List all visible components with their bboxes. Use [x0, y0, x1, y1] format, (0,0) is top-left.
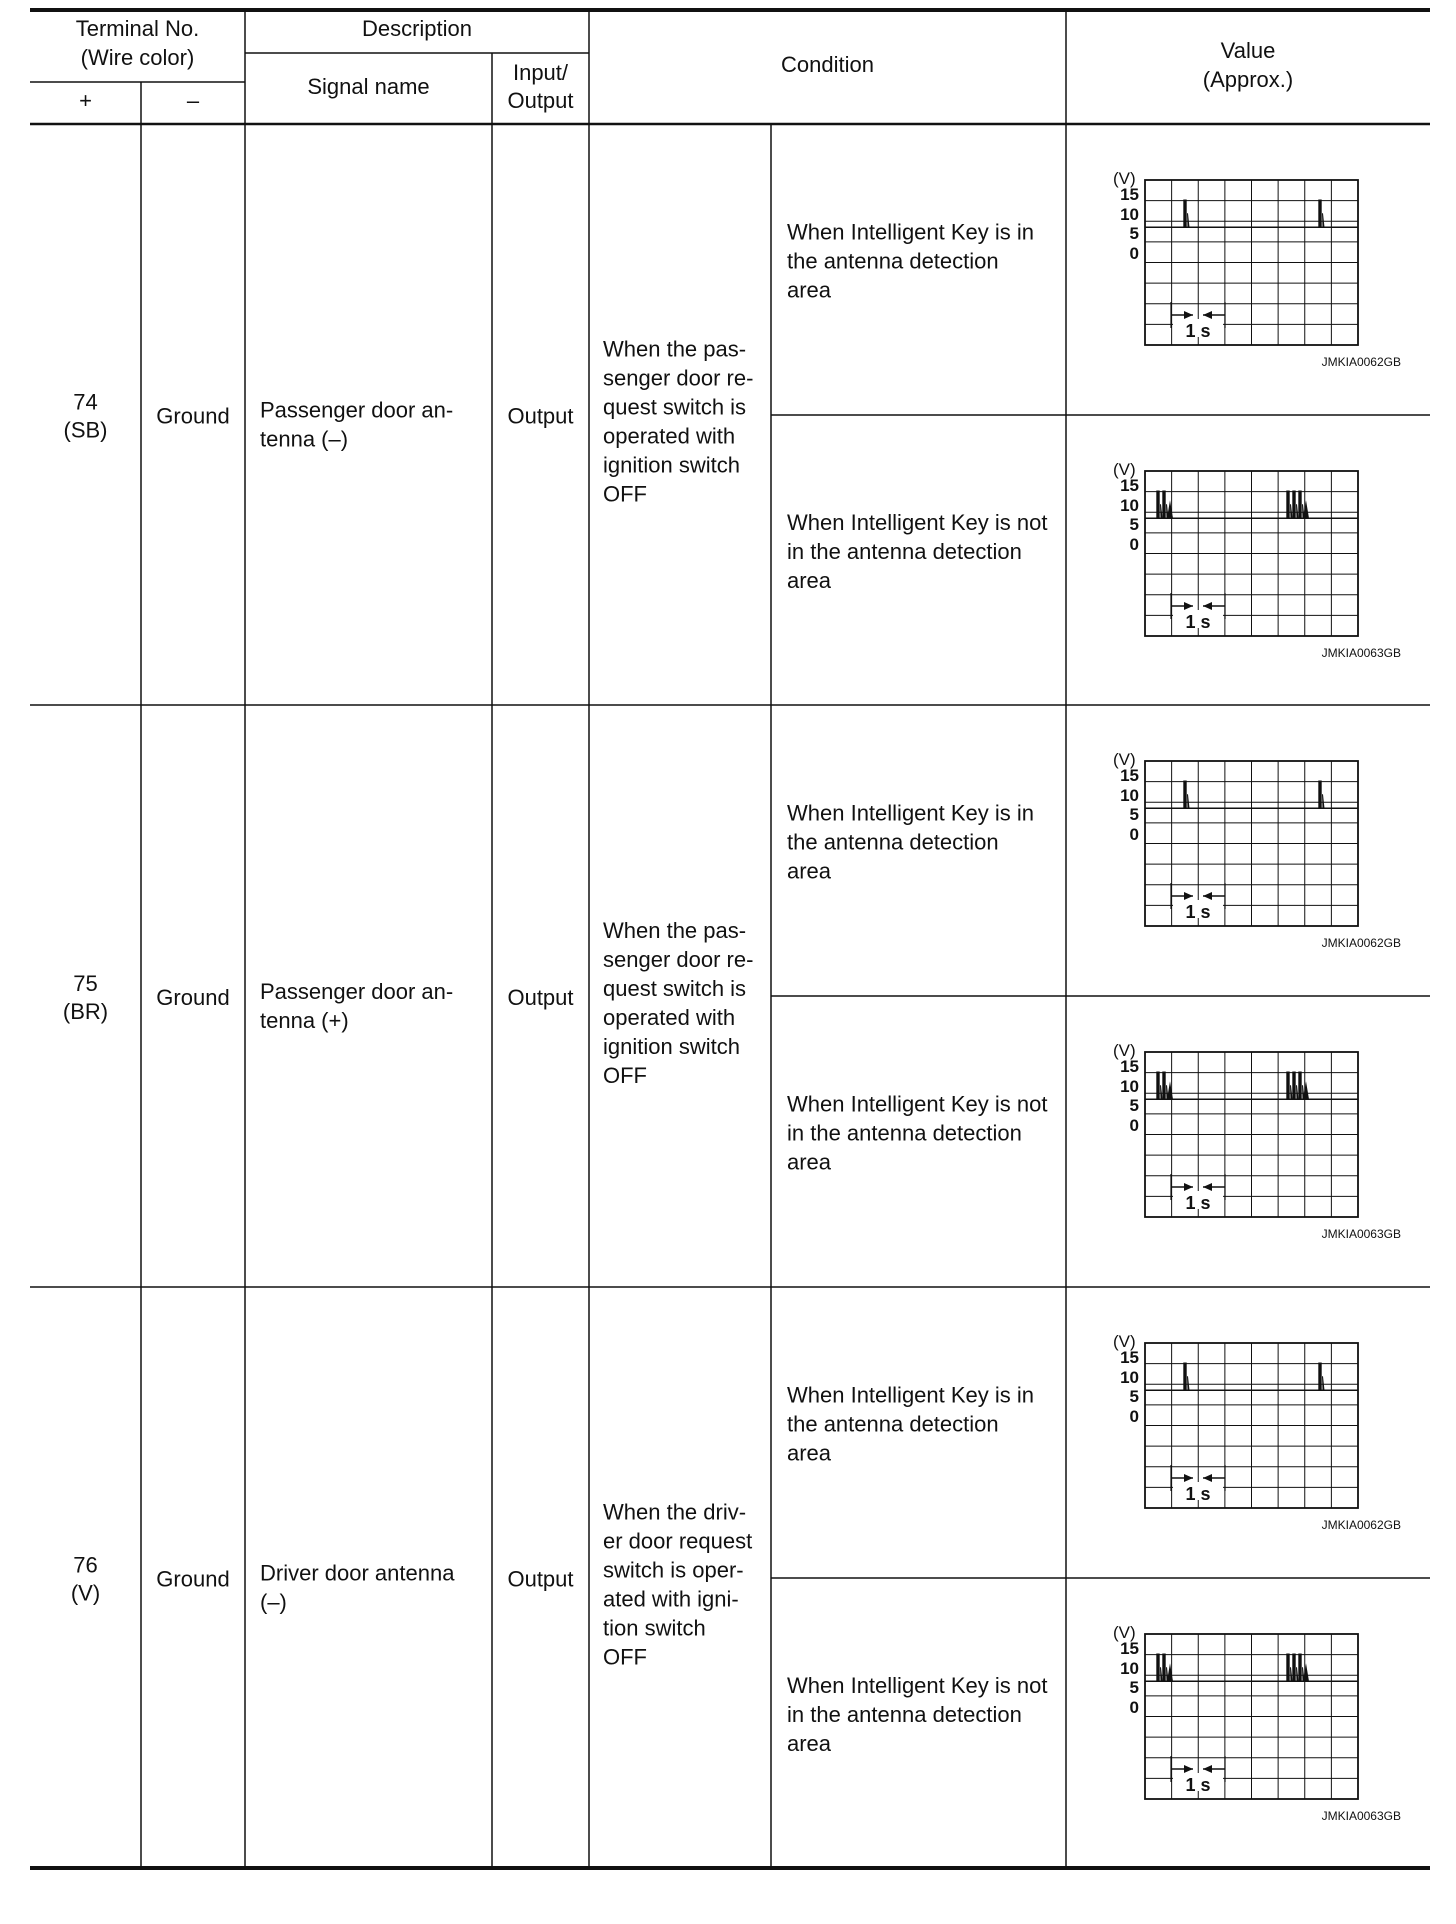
scope-tick-label: 5 — [1129, 1678, 1139, 1697]
time-marker-arrowhead — [1184, 1474, 1193, 1482]
time-marker-arrowhead — [1203, 311, 1212, 319]
scope-tick-label: 10 — [1120, 205, 1139, 224]
terminal-number: 75 — [73, 971, 98, 996]
subcondition-text: area — [787, 1149, 832, 1175]
subcondition-text: When Intelligent Key is not — [787, 1091, 1048, 1117]
waveform-pulse — [1157, 491, 1162, 518]
condition-text: senger door re- — [603, 365, 754, 391]
scope-tick-label: 15 — [1120, 1639, 1139, 1658]
scope-tick-label: 15 — [1120, 185, 1139, 204]
subcondition-text: When Intelligent Key is in — [787, 800, 1035, 826]
time-marker-arrowhead — [1203, 892, 1212, 900]
waveform-pulse — [1319, 1363, 1324, 1390]
waveform-chart — [1113, 1041, 1401, 1241]
condition-text: operated with — [603, 1005, 736, 1030]
scope-tick-label: 5 — [1129, 515, 1139, 534]
condition-text: ignition switch — [603, 452, 740, 478]
scope-unit-label: (V) — [1113, 169, 1136, 188]
scope-tick-label: 10 — [1120, 1077, 1139, 1096]
time-scale-label: 1 s — [1185, 1775, 1211, 1795]
header-signal-name: Signal name — [307, 74, 430, 99]
header-wire-color: (Wire color) — [80, 45, 195, 70]
waveform-pulse — [1303, 1081, 1309, 1099]
figure-code: JMKIA0063GB — [1321, 1227, 1401, 1241]
scope-tick-label: 5 — [1129, 805, 1139, 824]
condition-text: When the driv- — [603, 1499, 747, 1525]
scope-tick-label: 0 — [1129, 1698, 1139, 1717]
condition-text: quest switch is — [603, 976, 747, 1001]
signal-name: Driver door antenna — [260, 1560, 455, 1586]
subcondition-text: When Intelligent Key is in — [787, 1382, 1035, 1408]
condition-text: OFF — [603, 481, 647, 507]
waveform-pulse — [1303, 500, 1309, 518]
signal-name: tenna (+) — [260, 1008, 349, 1033]
time-marker-arrowhead — [1184, 892, 1193, 900]
figure-code: JMKIA0062GB — [1321, 1518, 1401, 1532]
subcondition-text: area — [787, 858, 832, 884]
subcondition-text: area — [787, 1731, 832, 1756]
waveform-chart — [1113, 1623, 1401, 1823]
time-scale-label: 1 s — [1185, 1193, 1211, 1213]
condition-text: operated with — [603, 423, 736, 449]
scope-tick-label: 15 — [1120, 476, 1139, 495]
wire-color: (SB) — [63, 417, 108, 443]
subcondition-text: the antenna detection — [787, 248, 999, 274]
signal-name: (–) — [260, 1589, 287, 1615]
ground-label: Ground — [156, 1566, 230, 1592]
scope-unit-label: (V) — [1113, 1332, 1136, 1351]
waveform-pulse — [1287, 1654, 1292, 1681]
subcondition-text: in the antenna detection — [787, 1120, 1022, 1146]
wire-color: (BR) — [62, 999, 109, 1024]
condition-text: OFF — [603, 1063, 647, 1088]
scope-tick-label: 15 — [1120, 766, 1139, 785]
condition-text: senger door re- — [603, 947, 754, 972]
scope-unit-label: (V) — [1113, 1041, 1136, 1060]
waveform-pulse — [1299, 491, 1304, 518]
signal-name: tenna (–) — [260, 426, 349, 452]
header-condition: Condition — [781, 52, 874, 77]
waveform-pulse — [1293, 1654, 1298, 1681]
condition-text: ated with igni- — [603, 1586, 739, 1612]
waveform-chart — [1113, 169, 1401, 369]
time-marker-arrowhead — [1203, 1474, 1212, 1482]
time-scale-label: 1 s — [1185, 321, 1211, 341]
condition-text: quest switch is — [603, 394, 747, 420]
scope-tick-label: 5 — [1129, 1096, 1139, 1115]
scope-tick-label: 10 — [1120, 1659, 1139, 1678]
io-label: Output — [507, 403, 574, 429]
header-value: Value — [1220, 38, 1276, 63]
scope-unit-label: (V) — [1113, 1623, 1136, 1642]
scope-tick-label: 10 — [1120, 786, 1139, 805]
scope-tick-label: 5 — [1129, 224, 1139, 243]
time-scale-label: 1 s — [1185, 1484, 1211, 1504]
time-marker-arrowhead — [1184, 311, 1193, 319]
wire-color: (V) — [70, 1580, 101, 1606]
waveform-pulse — [1299, 1654, 1304, 1681]
condition-text: OFF — [603, 1644, 647, 1670]
waveform-pulse — [1319, 781, 1324, 808]
waveform-chart — [1113, 750, 1401, 950]
time-marker-arrowhead — [1184, 1765, 1193, 1773]
figure-code: JMKIA0063GB — [1321, 1809, 1401, 1823]
waveform-chart — [1113, 460, 1401, 660]
waveform-pulse — [1184, 1363, 1189, 1390]
scope-unit-label: (V) — [1113, 460, 1136, 479]
time-marker-arrowhead — [1203, 1765, 1212, 1773]
header-plus: + — [79, 88, 92, 113]
subcondition-text: in the antenna detection — [787, 1702, 1022, 1727]
time-marker-arrowhead — [1203, 1183, 1212, 1191]
waveform-pulse — [1299, 1072, 1304, 1099]
scope-tick-label: 10 — [1120, 496, 1139, 515]
subcondition-text: the antenna detection — [787, 829, 999, 855]
header-value: (Approx.) — [1202, 67, 1294, 92]
waveform-pulse — [1319, 200, 1324, 227]
subcondition-text: When Intelligent Key is in — [787, 219, 1035, 245]
time-marker-arrowhead — [1184, 1183, 1193, 1191]
header-input-output: Output — [507, 88, 574, 113]
header-terminal-no: Terminal No. — [75, 16, 200, 41]
time-marker-arrowhead — [1203, 602, 1212, 610]
condition-text: ignition switch — [603, 1034, 740, 1059]
scope-tick-label: 0 — [1129, 1407, 1139, 1426]
scope-tick-label: 0 — [1129, 1116, 1139, 1135]
waveform-pulse — [1293, 491, 1298, 518]
header-minus: – — [186, 88, 200, 113]
figure-code: JMKIA0063GB — [1321, 646, 1401, 660]
time-marker-arrowhead — [1184, 602, 1193, 610]
scope-unit-label: (V) — [1113, 750, 1136, 769]
scope-tick-label: 0 — [1129, 244, 1139, 263]
ground-label: Ground — [156, 985, 230, 1010]
scope-tick-label: 0 — [1129, 535, 1139, 554]
subcondition-text: in the antenna detection — [787, 539, 1022, 564]
time-scale-label: 1 s — [1185, 612, 1211, 632]
subcondition-text: the antenna detection — [787, 1411, 999, 1437]
subcondition-text: area — [787, 1440, 832, 1466]
scope-tick-label: 10 — [1120, 1368, 1139, 1387]
condition-text: When the pas- — [603, 336, 747, 362]
waveform-pulse — [1287, 1072, 1292, 1099]
waveform-pulse — [1163, 1654, 1168, 1681]
scope-tick-label: 5 — [1129, 1387, 1139, 1406]
condition-text: tion switch — [603, 1615, 706, 1641]
waveform-pulse — [1163, 1072, 1168, 1099]
subcondition-text: When Intelligent Key is not — [787, 510, 1048, 535]
subcondition-text: area — [787, 568, 832, 593]
scope-tick-label: 15 — [1120, 1348, 1139, 1367]
ground-label: Ground — [156, 403, 230, 429]
figure-code: JMKIA0062GB — [1321, 936, 1401, 950]
figure-code: JMKIA0062GB — [1321, 355, 1401, 369]
condition-text: er door request — [603, 1528, 753, 1554]
signal-name: Passenger door an- — [260, 979, 454, 1004]
header-input-output: Input/ — [512, 60, 569, 85]
terminal-number: 76 — [73, 1552, 98, 1578]
waveform-chart — [1113, 1332, 1401, 1532]
waveform-pulse — [1184, 781, 1189, 808]
io-label: Output — [507, 985, 574, 1010]
header-description: Description — [361, 16, 473, 41]
scope-tick-label: 15 — [1120, 1057, 1139, 1076]
waveform-pulse — [1184, 200, 1189, 227]
time-scale-label: 1 s — [1185, 902, 1211, 922]
waveform-pulse — [1303, 1663, 1309, 1681]
waveform-pulse — [1157, 1654, 1162, 1681]
condition-text: switch is oper- — [603, 1557, 744, 1583]
waveform-pulse — [1157, 1072, 1162, 1099]
scope-tick-label: 0 — [1129, 825, 1139, 844]
waveform-pulse — [1293, 1072, 1298, 1099]
terminal-number: 74 — [73, 389, 98, 415]
signal-name: Passenger door an- — [260, 397, 454, 423]
condition-text: When the pas- — [603, 918, 747, 943]
subcondition-text: When Intelligent Key is not — [787, 1673, 1048, 1698]
subcondition-text: area — [787, 277, 832, 303]
io-label: Output — [507, 1566, 574, 1592]
waveform-pulse — [1163, 491, 1168, 518]
waveform-pulse — [1287, 491, 1292, 518]
